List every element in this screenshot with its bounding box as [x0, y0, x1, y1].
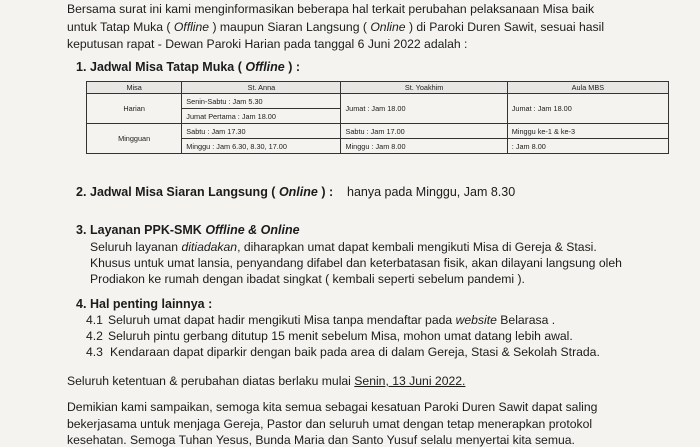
section-4-title: Hal penting lainnya :: [90, 297, 213, 311]
section-2-title: [90, 185, 333, 199]
table-cell-harian: Harian: [87, 94, 182, 124]
item-4-2: Seluruh pintu gerbang ditutup 15 menit sebelum Misa, mohon umat datang lebih awal.: [108, 329, 573, 343]
table-header: Misa: [87, 82, 182, 94]
section-1-number: 1.: [76, 60, 87, 74]
mass-schedule-table: [86, 81, 669, 154]
table-cell-mingguan: Mingguan: [87, 124, 182, 154]
item-4-1-website: website: [455, 313, 497, 327]
item-4-3: Kendaraan dapat diparkir dengan baik pada area di dalam Gereja, Stasi & Sekolah Strada.: [110, 345, 600, 359]
section-3-line-2: Khusus untuk umat lansia, penyandang difabel dan keterbatasan fisik, akan dilayani langsung oleh: [90, 256, 622, 270]
table-cell: : Jam 8.00: [507, 139, 668, 154]
item-4-2-number: 4.2: [86, 329, 103, 343]
intro-text: untuk Tatap Muka (: [67, 20, 171, 34]
item-4-1-number: 4.1: [86, 313, 103, 327]
item-4-3-number: 4.3: [86, 345, 103, 359]
section-1-title-text: Jadwal Misa Tatap Muka (: [90, 60, 242, 74]
intro-text: ) maupun Siaran Langsung (: [212, 20, 367, 34]
table-cell: Jumat : Jam 18.00: [341, 94, 507, 124]
section-2-title-online: Online: [278, 185, 318, 199]
section-2-title-text: Jadwal Misa Siaran Langsung (: [90, 185, 276, 199]
table-cell: Jumat Pertama : Jam 18.00: [182, 109, 341, 124]
effective-line: [67, 374, 465, 388]
section-3-line-3: Prodiakon ke rumah dengan ibadat singkat ( kembali seperti sebelum pandemi ).: [90, 272, 525, 286]
section-3-line-1: [90, 240, 597, 254]
effective-date: Senin, 13 Juni 2022.: [354, 374, 466, 388]
section-3-text: , diharapkan umat dapat kembali mengikuti Misa di Gereja & Stasi.: [237, 240, 597, 254]
section-3-text: Seluruh layanan: [90, 240, 179, 254]
item-4-1-text: Belarasa .: [500, 313, 556, 327]
section-2-title-text: ) :: [321, 185, 334, 199]
table-cell: Jumat : Jam 18.00: [507, 94, 668, 124]
table-header: Aula MBS: [507, 82, 668, 94]
item-4-1-text: Seluruh umat dapat hadir mengikuti Misa tanpa mendaftar pada: [108, 313, 453, 327]
table-cell: Sabtu : Jam 17.00: [341, 124, 507, 139]
section-3-ditiadakan: ditiadakan: [181, 240, 238, 254]
effective-text: Seluruh ketentuan & perubahan diatas berlaku mulai: [67, 374, 351, 388]
table-row: [87, 94, 669, 109]
table-header: St. Yoakhim: [341, 82, 507, 94]
item-4-1: [108, 313, 555, 327]
section-3-number: 3.: [76, 223, 87, 237]
table-cell: Minggu : Jam 6.30, 8.30, 17.00: [182, 139, 341, 154]
table-row: [87, 124, 669, 139]
table-cell: Senin-Sabtu : Jam 5.30: [182, 94, 341, 109]
section-1-title: [90, 60, 300, 74]
section-2-number: 2.: [76, 185, 87, 199]
closing-line-3: kesehatan. Semoga Tuhan Yesus, Bunda Maria dan Santo Yusuf selalu menyertai kita semua.: [67, 433, 575, 447]
table-cell: Minggu : Jam 8.00: [341, 139, 507, 154]
intro-text: ) di Paroki Duren Sawit, sesuai hasil: [408, 20, 605, 34]
intro-offline: Offline: [173, 20, 210, 34]
intro-line-3: keputusan rapat - Dewan Paroki Harian pada tanggal 6 Juni 2022 adalah :: [67, 37, 468, 51]
intro-line-1: Bersama surat ini kami menginformasikan beberapa hal terkait perubahan pelaksanaan Misa baik: [67, 2, 595, 16]
table-header: St. Anna: [182, 82, 341, 94]
section-3-title-mode: Offline & Online: [205, 223, 300, 237]
section-4-number: 4.: [76, 297, 87, 311]
closing-line-1: Demikian kami sampaikan, semoga kita semua sebagai kesatuan Paroki Duren Sawit dapat saling: [67, 400, 598, 414]
intro-line-2: [67, 20, 604, 34]
section-3-title-text: Layanan PPK-SMK: [90, 223, 202, 237]
section-2-detail: hanya pada Minggu, Jam 8.30: [347, 185, 516, 199]
intro-online: Online: [370, 20, 406, 34]
section-3-title: [90, 223, 300, 237]
section-1-title-offline: Offline: [245, 60, 285, 74]
table-cell: Minggu ke-1 & ke-3: [507, 124, 668, 139]
closing-line-2: bekerjasama untuk menjaga Gereja, Pastor dan seluruh umat dengan tetap menerapkan protokol: [67, 417, 593, 431]
section-1-title-text: ) :: [288, 60, 301, 74]
table-header-row: [87, 82, 669, 94]
table-cell: Sabtu : Jam 17.30: [182, 124, 341, 139]
